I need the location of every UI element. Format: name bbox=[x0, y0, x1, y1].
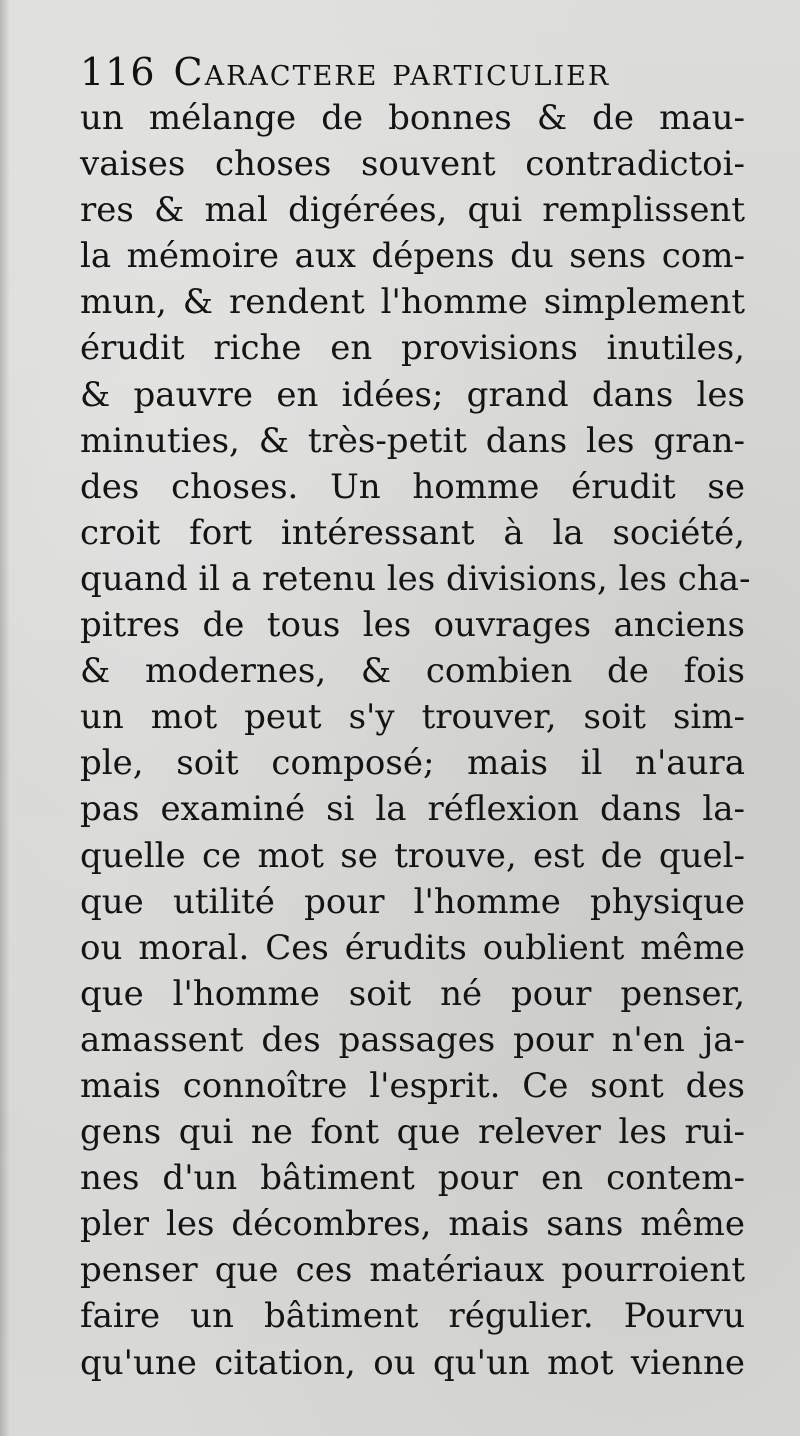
text-line: qu'une citation, ou qu'un mot vienne bbox=[80, 1342, 745, 1383]
text-line: ou moral. Ces érudits oublient même bbox=[80, 927, 745, 968]
text-line: des choses. Un homme érudit se bbox=[80, 466, 745, 507]
text-line: minuties, & très-petit dans les gran- bbox=[80, 420, 745, 461]
text-line: faire un bâtiment régulier. Pourvu bbox=[80, 1296, 745, 1337]
text-line: pler les décombres, mais sans même bbox=[80, 1204, 745, 1245]
running-head: Caractere particulier bbox=[173, 50, 611, 94]
text-line: un mot peut s'y trouver, soit sim- bbox=[80, 697, 745, 738]
text-line: & pauvre en idées; grand dans les bbox=[80, 374, 745, 415]
text-line: que utilité pour l'homme physique bbox=[80, 881, 745, 922]
text-line: croit fort intéressant à la société, bbox=[80, 512, 745, 553]
text-line: mais connoître l'esprit. Ce sont des bbox=[80, 1065, 745, 1106]
text-line: la mémoire aux dépens du sens com- bbox=[80, 236, 745, 277]
text-line: vaises choses souvent contradictoi- bbox=[80, 144, 745, 185]
text-line: amassent des passages pour n'en ja- bbox=[80, 1019, 745, 1060]
text-line: quelle ce mot se trouve, est de quel- bbox=[80, 835, 745, 876]
text-line: ple, soit composé; mais il n'aura bbox=[80, 743, 745, 784]
text-line: pitres de tous les ouvrages anciens bbox=[80, 605, 745, 646]
body-text bbox=[80, 95, 751, 1386]
text-line: nes d'un bâtiment pour en contem- bbox=[80, 1158, 745, 1199]
text-line: érudit riche en provisions inutiles, bbox=[80, 328, 745, 369]
text-line: gens qui ne font que relever les rui- bbox=[80, 1112, 745, 1153]
page-number: 116 bbox=[80, 50, 156, 94]
text-line: res & mal digérées, qui remplissent bbox=[80, 190, 745, 231]
text-line: quand il a retenu les divisions, les cha- bbox=[80, 558, 751, 599]
text-line: un mélange de bonnes & de mau- bbox=[80, 98, 745, 138]
text-line: pas examiné si la réflexion dans la- bbox=[80, 789, 745, 830]
page-header bbox=[80, 50, 760, 100]
page-edge-shadow bbox=[0, 0, 10, 1436]
text-line: que l'homme soit né pour penser, bbox=[80, 973, 745, 1014]
text-line: penser que ces matériaux pourroient bbox=[80, 1250, 745, 1291]
text-line: mun, & rendent l'homme simplement bbox=[80, 282, 745, 323]
text-line: & modernes, & combien de fois bbox=[80, 651, 745, 692]
